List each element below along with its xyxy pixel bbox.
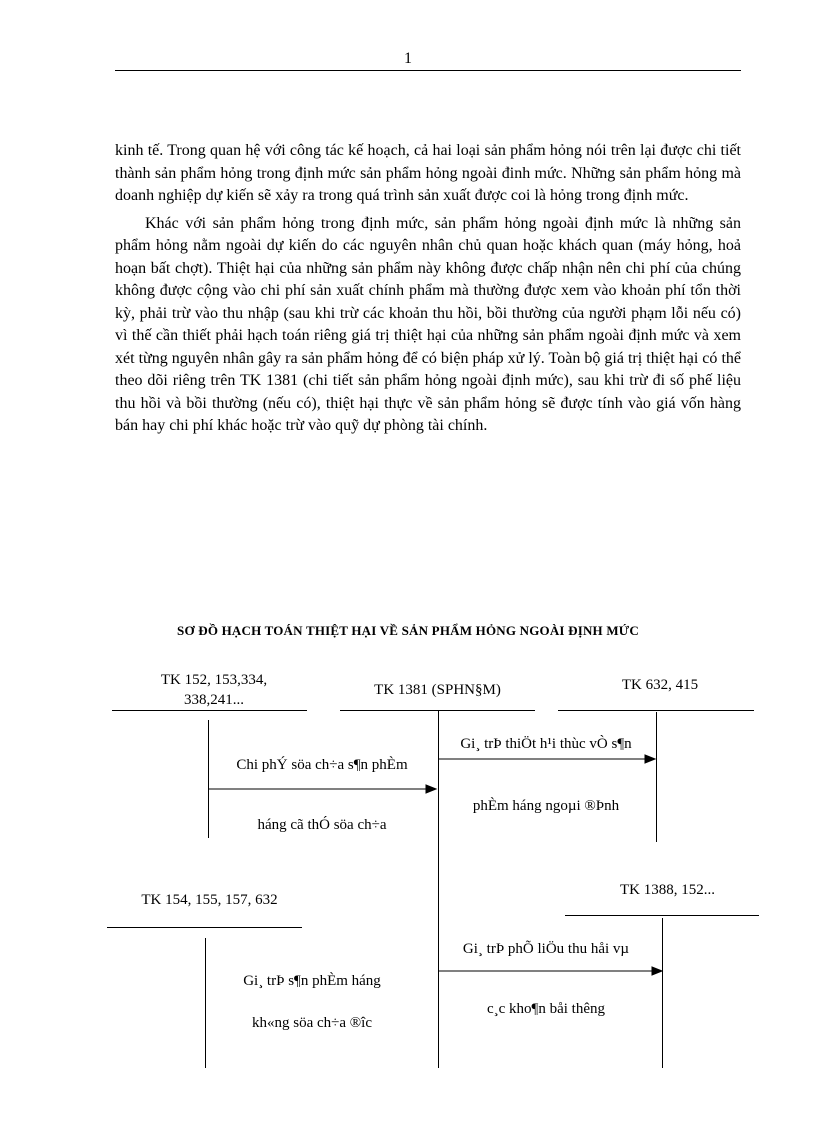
account-tk1388: TK 1388, 152... — [620, 882, 715, 898]
arrow-head-loss — [645, 755, 655, 763]
label-repair-cost: Chi phÝ söa ch÷a s¶n phÈm — [236, 757, 408, 773]
paragraph: Khác với sản phẩm hỏng trong định mức, sản phẩm hỏng ngoài định mức là những sản phẩm hỏng nằm ngoài dự kiến do các nguyên nhân chủ quan hoặc khách quan (máy hỏng, hoả hoạn bất chợt). Thiệt hại của những sản phẩm này không được chấp nhận nên chi phí của chúng không được cộng vào chi phí sản xuất chính phẩm mà thường được xem vào khoản phí tổn thời kỳ, phải trừ vào thu nhập (sau khi trừ các khoản thu hồi, bồi thường của người phạm lỗi nếu có) vì thế cần thiết phải hạch toán riêng giá trị thiệt hại của những sản phẩm ngoài định mức và xem xét từng nguyên nhân gây ra sản phẩm hỏng để có biện pháp xử lý. Toàn bộ giá trị thiệt hại có thể theo dõi riêng trên TK 1381 (chi tiết sản phẩm hỏng ngoài định mức), sau khi trừ đi số phế liệu thu hồi và bồi thường (nếu có), thiệt hại thực về sản phẩm hỏng sẽ được tính vào giá vốn hàng bán hay chi phí khác hoặc trừ vào quỹ dự phòng tài chính. — [115, 214, 741, 434]
label-product-value: Gi¸ trÞ s¶n phÈm háng — [243, 973, 381, 989]
label-product-value-2: kh«ng söa ch÷a ®îc — [251, 1015, 372, 1031]
arrow-head-repair — [426, 785, 436, 793]
label-repair-cost-2: háng cã thÓ söa ch÷a — [257, 817, 387, 833]
label-loss-value-2: phÈm háng ngoµi ®Þnh — [472, 798, 620, 814]
paragraph: kinh tế. Trong quan hệ với công tác kế hoạch, cả hai loại sản phẩm hỏng nói trên lại được chi tiết thành sản phẩm hỏng trong định mức sản phẩm hỏng ngoài đinh mức. Những sản phẩm hỏng mà doanh nghiệp dự kiến sẽ xảy ra trong quá trình sản xuất được coi là hỏng trong định mức. — [115, 142, 741, 204]
account-tk154: TK 154, 155, 157, 632 — [141, 892, 278, 908]
account-tk632: TK 632, 415 — [621, 677, 699, 693]
label-loss-value: Gi¸ trÞ thiÖt h¹i thùc vÒ s¶n — [460, 736, 632, 752]
label-scrap-value-2: c¸c kho¶n båi thêng — [486, 1001, 605, 1017]
arrow-head-scrap — [652, 967, 662, 975]
label-scrap-value: Gi¸ trÞ phÕ liÖu thu håi vµ — [462, 941, 630, 957]
account-tk152: TK 152, 153,334, 338,241... — [160, 672, 268, 708]
diagram-title: SƠ ĐỒ HẠCH TOÁN THIỆT HẠI VỀ SẢN PHẨM HỎNG NGOÀI ĐỊNH MỨC — [177, 623, 639, 638]
account-tk1381: TK 1381 (SPHN§M) — [374, 682, 501, 698]
page-number: 1 — [404, 50, 412, 67]
